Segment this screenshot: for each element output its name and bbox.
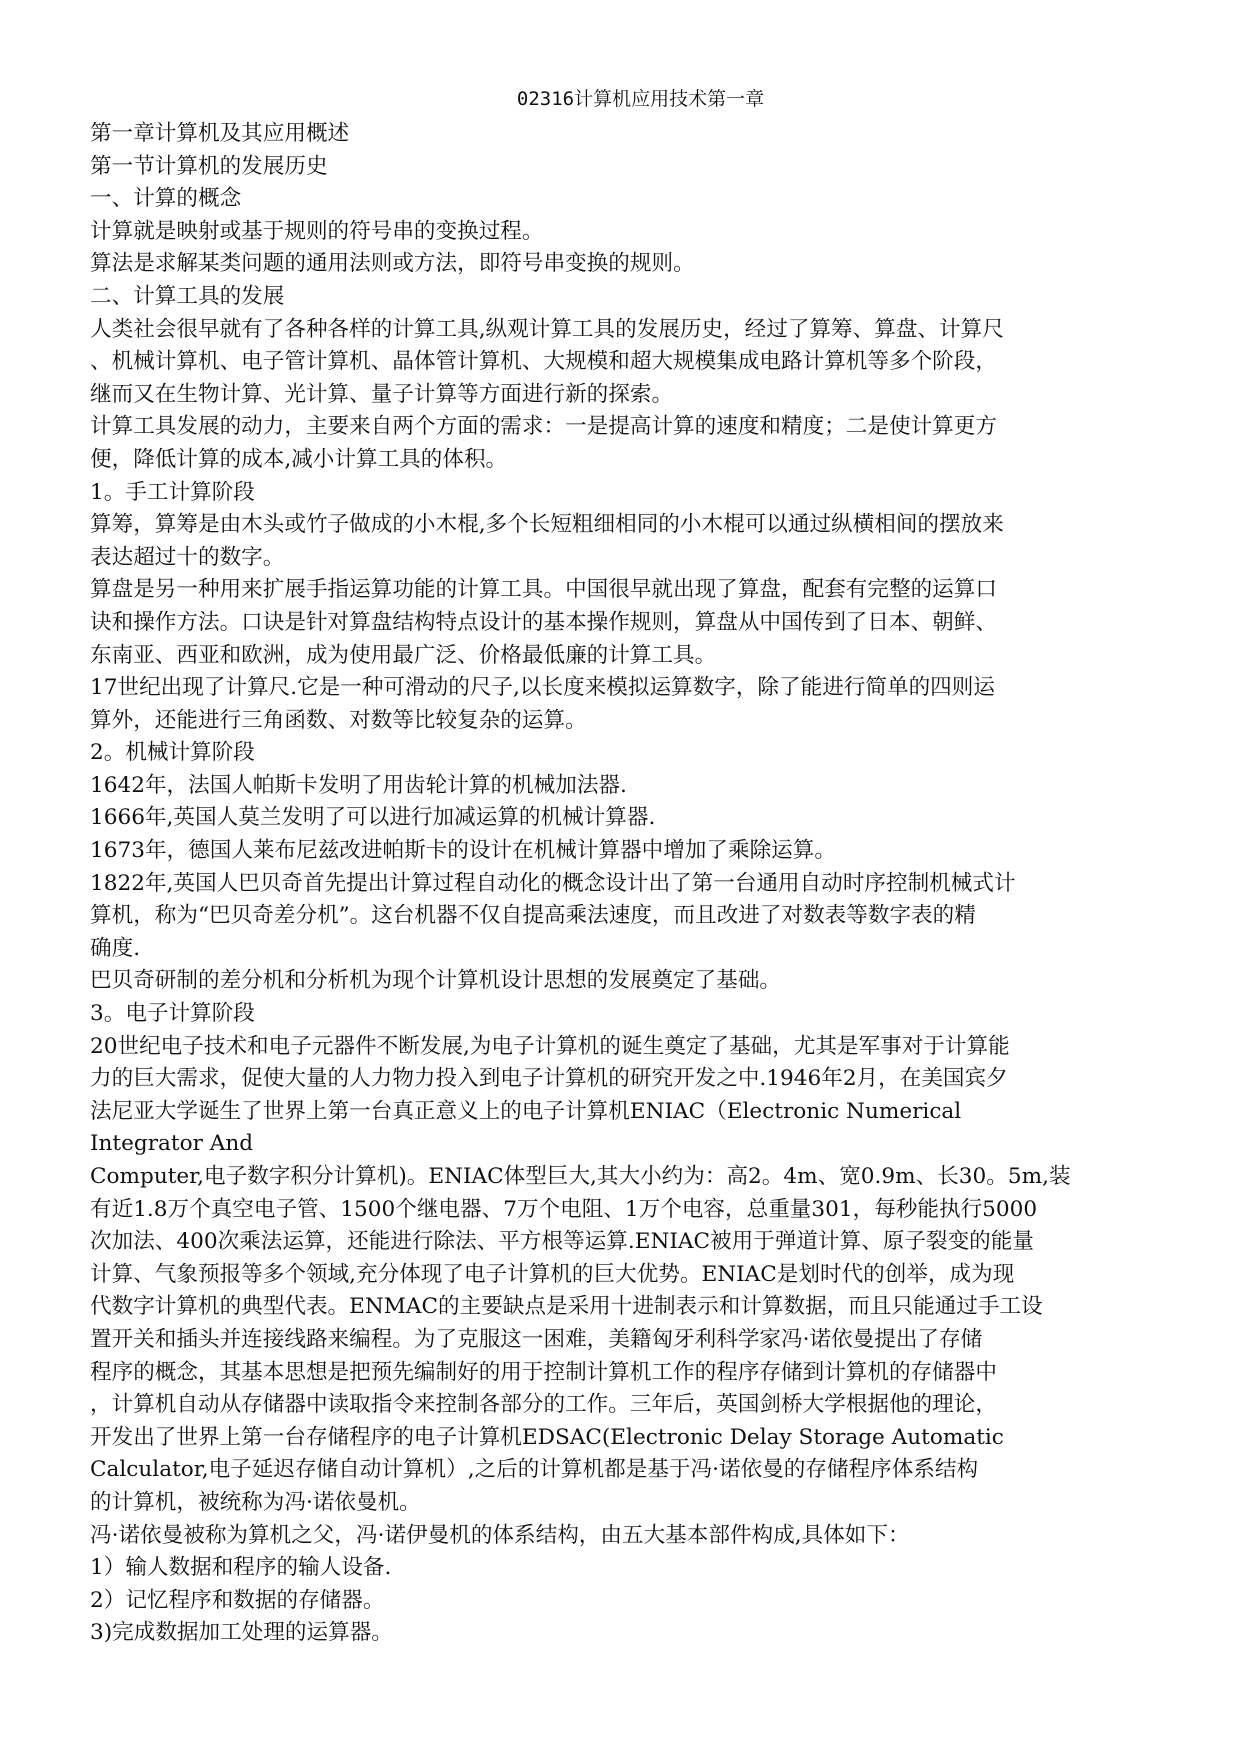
text-line: 1。手工计算阶段 bbox=[90, 479, 255, 505]
text-line: 20世纪电子技术和电子元器件不断发展,为电子计算机的诞生奠定了基础，尤其是军事对于计算能 bbox=[90, 1033, 1010, 1059]
text-line: 力的巨大需求，促使大量的人力物力投入到电子计算机的研究开发之中.1946年2月，在美国宾夕 bbox=[90, 1066, 1008, 1092]
text-line: 、机械计算机、电子管计算机、晶体管计算机、大规模和超大规模集成电路计算机等多个阶段， bbox=[90, 349, 997, 375]
text-line: ，计算机自动从存储器中读取指令来控制各部分的工作。三年后，英国剑桥大学根据他的理论， bbox=[90, 1392, 997, 1418]
text-line: 算筹，算筹是由木头或竹子做成的小木棍,多个长短粗细相同的小木棍可以通过纵横相间的摆放来 bbox=[90, 512, 1004, 538]
text-line: 一、计算的概念 bbox=[90, 186, 242, 212]
text-line: 算外，还能进行三角函数、对数等比较复杂的运算。 bbox=[90, 707, 587, 733]
text-line: 东南亚、西亚和欧洲，成为使用最广泛、价格最低廉的计算工具。 bbox=[90, 642, 717, 668]
text-line: 1822年,英国人巴贝奇首先提出计算过程自动化的概念设计出了第一台通用自动时序控制机械式计 bbox=[90, 870, 1016, 896]
text-line: 1673年，德国人莱布尼兹改进帕斯卡的设计在机械计算器中增加了乘除运算。 bbox=[90, 838, 836, 864]
text-line: 算盘是另一种用来扩展手指运算功能的计算工具。中国很早就出现了算盘，配套有完整的运算口 bbox=[90, 577, 997, 603]
text-line: 算机，称为“巴贝奇差分机”。这台机器不仅自提高乘法速度，而且改进了对数表等数字表的精 bbox=[90, 903, 976, 929]
document-body bbox=[90, 118, 1171, 1650]
text-line: 17世纪出现了计算尺.它是一种可滑动的尺子,以长度来模拟运算数字，除了能进行简单的四则运 bbox=[90, 675, 995, 701]
text-line: Computer,电子数字积分计算机)。ENIAC体型巨大,其大小约为：高2。4m、宽0.9m、长30。5m,装 bbox=[90, 1164, 1071, 1189]
text-line: 的计算机，被统称为冯·诺依曼机。 bbox=[90, 1489, 421, 1515]
text-line: 计算工具发展的动力，主要来自两个方面的需求：一是提高计算的速度和精度；二是使计算更方 bbox=[90, 414, 997, 440]
text-line: 法尼亚大学诞生了世界上第一台真正意义上的电子计算机ENIAC（Electronic Numerical bbox=[90, 1098, 962, 1124]
text-line: 计算就是映射或基于规则的符号串的变换过程。 bbox=[90, 218, 544, 244]
text-line: 置开关和插头并连接线路来编程。为了克服这一困难，美籍匈牙利科学家冯·诺依曼提出了存储 bbox=[90, 1326, 983, 1352]
text-line: 2）记忆程序和数据的存储器。 bbox=[90, 1587, 385, 1613]
text-line: 有近1.8万个真空电子管、1500个继电器、7万个电阻、1万个电容，总重量301，每秒能执行5000 bbox=[90, 1196, 1038, 1222]
text-line: 第一节计算机的发展历史 bbox=[90, 153, 328, 179]
text-line: 3。电子计算阶段 bbox=[90, 1001, 255, 1027]
text-line: 确度. bbox=[90, 935, 141, 961]
text-line: 表达超过十的数字。 bbox=[90, 544, 285, 570]
text-line: 第一章计算机及其应用概述 bbox=[90, 121, 350, 146]
text-line: 计算、气象预报等多个领域,充分体现了电子计算机的巨大优势。ENIAC是划时代的创举，成为现 bbox=[90, 1261, 1015, 1287]
text-line: 继而又在生物计算、光计算、量子计算等方面进行新的探索。 bbox=[90, 381, 674, 407]
text-line: 1642年，法国人帕斯卡发明了用齿轮计算的机械加法器. bbox=[90, 772, 627, 798]
text-line: 代数字计算机的典型代表。ENMAC的主要缺点是采用十进制表示和计算数据，而且只能通过手工设 bbox=[90, 1294, 1043, 1320]
text-line: 算法是求解某类问题的通用法则或方法，即符号串变换的规则。 bbox=[90, 251, 695, 277]
text-line: 3)完成数据加工处理的运算器。 bbox=[90, 1620, 393, 1646]
text-line: Calculator,电子延迟存储自动计算机）,之后的计算机都是基于冯·诺依曼的存储程序体系结构 bbox=[90, 1457, 979, 1483]
text-line: Integrator And bbox=[90, 1131, 254, 1157]
text-line: 二、计算工具的发展 bbox=[90, 283, 285, 309]
text-line: 冯·诺依曼被称为算机之父，冯·诺伊曼机的体系结构，由五大基本部件构成,具体如下： bbox=[90, 1522, 910, 1548]
text-line: 便，降低计算的成本,减小计算工具的体积。 bbox=[90, 446, 508, 472]
text-line: 次加法、400次乘法运算，还能进行除法、平方根等运算.ENIAC被用于弹道计算、原子裂变的能量 bbox=[90, 1229, 1034, 1255]
page-title: 02316计算机应用技术第一章 bbox=[516, 88, 765, 110]
text-line: 诀和操作方法。口诀是针对算盘结构特点设计的基本操作规则，算盘从中国传到了日本、朝鲜、 bbox=[90, 609, 997, 635]
text-line: 2。机械计算阶段 bbox=[90, 740, 255, 766]
text-line: 程序的概念，其基本思想是把预先编制好的用于控制计算机工作的程序存储到计算机的存储器中 bbox=[90, 1359, 997, 1385]
text-line: 1）输人数据和程序的输人设备. bbox=[90, 1555, 392, 1581]
text-line: 开发出了世界上第一台存储程序的电子计算机EDSAC(Electronic Delay Storage Automatic bbox=[90, 1424, 1004, 1450]
text-line: 1666年,英国人莫兰发明了可以进行加减运算的机械计算器. bbox=[90, 805, 656, 831]
text-line: 巴贝奇研制的差分机和分析机为现个计算机设计思想的发展奠定了基础。 bbox=[90, 968, 782, 994]
text-line: 人类社会很早就有了各种各样的计算工具,纵观计算工具的发展历史，经过了算筹、算盘、计算尺 bbox=[90, 316, 1004, 342]
